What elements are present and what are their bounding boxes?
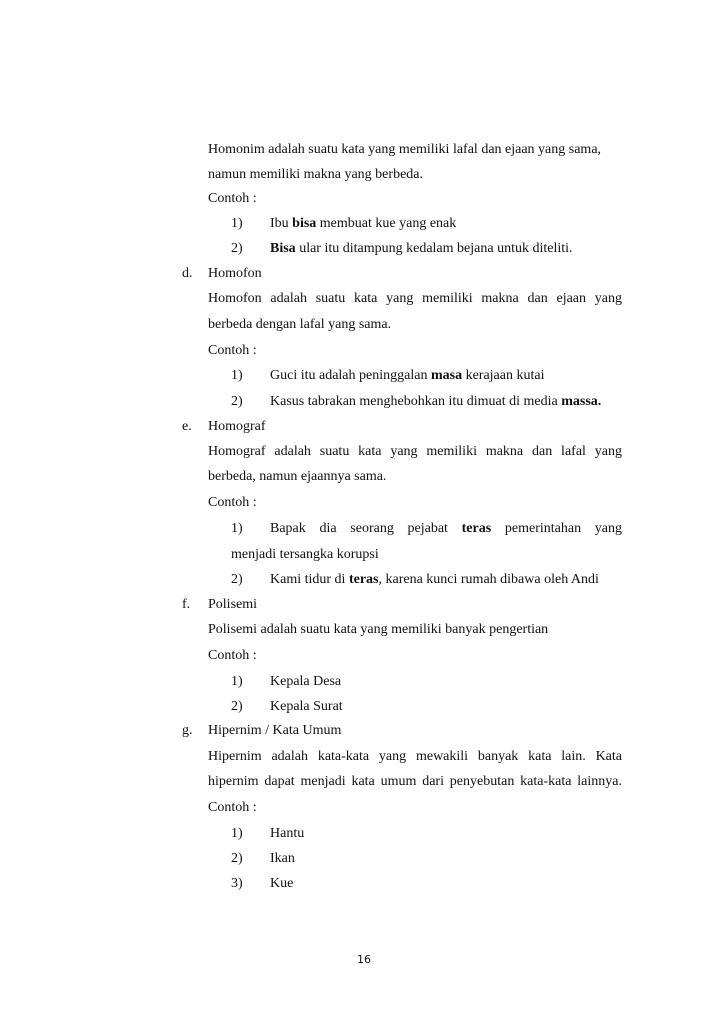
example-number: 2)	[231, 241, 243, 256]
example-text: Bisa ular itu ditampung kedalam bejana untuk diteliti.	[270, 241, 573, 256]
example-heading: Contoh :	[208, 648, 257, 663]
example-number: 1)	[231, 521, 243, 536]
example-heading: Contoh :	[208, 495, 257, 510]
example-number: 1)	[231, 216, 243, 231]
example-text: Kepala Desa	[270, 674, 342, 689]
example-text: Guci itu adalah peninggalan masa kerajaan kutai	[270, 368, 545, 383]
example-heading: Contoh :	[208, 343, 257, 358]
paragraph-line: namun memiliki makna yang berbeda.	[208, 167, 423, 182]
paragraph-line: Homonim adalah suatu kata yang memiliki lafal dan ejaan yang sama,	[208, 142, 602, 157]
example-number: 1)	[231, 826, 243, 841]
section-letter: g.	[182, 723, 193, 738]
paragraph-line: berbeda dengan lafal yang sama.	[208, 317, 392, 332]
paragraph-line: hipernim dapat menjadi kata umum dari penyebutan kata-kata lainnya.	[208, 774, 622, 789]
section-letter: e.	[182, 419, 192, 434]
example-number: 2)	[231, 851, 243, 866]
paragraph-line: Hipernim adalah kata-kata yang mewakili banyak kata lain. Kata	[208, 749, 622, 764]
page-number: 16	[357, 953, 371, 966]
example-heading: Contoh :	[208, 800, 257, 815]
section-title: Hipernim / Kata Umum	[208, 723, 342, 738]
example-text: Ibu bisa membuat kue yang enak	[270, 216, 457, 231]
example-text: Ikan	[270, 851, 295, 866]
example-number: 2)	[231, 699, 243, 714]
example-number: 2)	[231, 572, 243, 587]
example-text: Kue	[270, 876, 294, 891]
example-text: Hantu	[270, 826, 305, 841]
paragraph-line: Homofon adalah suatu kata yang memiliki makna dan ejaan yang	[208, 291, 622, 306]
section-title: Homograf	[208, 419, 266, 434]
section-letter: f.	[182, 597, 191, 612]
example-number: 1)	[231, 368, 243, 383]
example-text-continuation: menjadi tersangka korupsi	[231, 547, 379, 562]
example-text: Kami tidur di teras, karena kunci rumah dibawa oleh Andi	[270, 572, 599, 587]
example-text: Kepala Surat	[270, 699, 343, 714]
example-number: 1)	[231, 674, 243, 689]
paragraph-line: Polisemi adalah suatu kata yang memiliki banyak pengertian	[208, 622, 549, 637]
example-number: 3)	[231, 876, 243, 891]
paragraph-line: Homograf adalah suatu kata yang memiliki makna dan lafal yang	[208, 444, 622, 459]
example-heading: Contoh :	[208, 191, 257, 206]
example-text: Bapak dia seorang pejabat teras pemerintahan yang	[270, 521, 622, 536]
section-letter: d.	[182, 266, 193, 281]
example-number: 2)	[231, 394, 243, 409]
example-text: Kasus tabrakan menghebohkan itu dimuat di media massa.	[270, 394, 602, 409]
section-title: Polisemi	[208, 597, 258, 612]
section-title: Homofon	[208, 266, 262, 281]
paragraph-line: berbeda, namun ejaannya sama.	[208, 469, 387, 484]
